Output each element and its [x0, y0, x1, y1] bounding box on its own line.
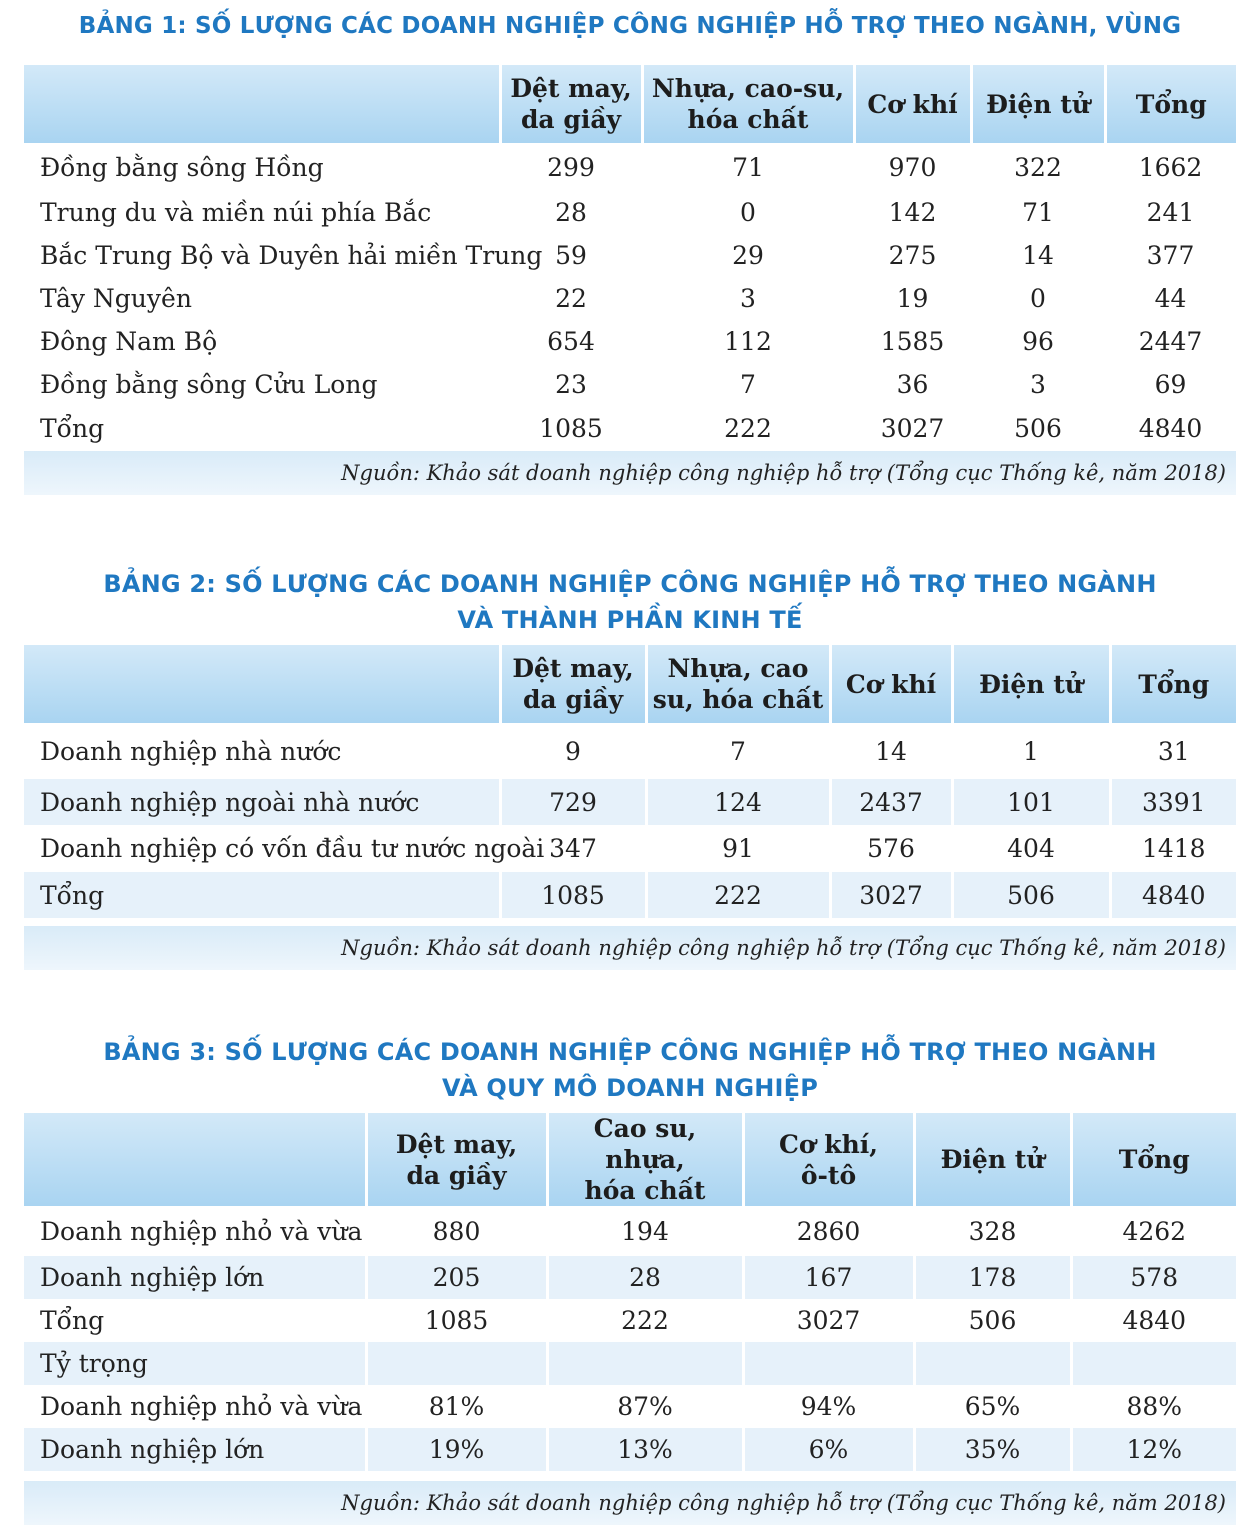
cell: 729 — [500, 779, 646, 825]
table1-header-dien-tu: Điện tử — [971, 65, 1105, 143]
table-row — [24, 1428, 1236, 1471]
table-row — [24, 143, 1236, 191]
table3-header-tong: Tổng — [1071, 1113, 1236, 1206]
cell: 506 — [952, 872, 1110, 918]
table1-header-row — [24, 65, 1236, 143]
cell: 1085 — [500, 872, 646, 918]
row-label: Doanh nghiệp nhà nước — [40, 736, 342, 766]
row-label: Doanh nghiệp lớn — [24, 1256, 366, 1299]
cell: 506 — [914, 1299, 1071, 1342]
cell: 1418 — [1110, 825, 1236, 872]
table2-header-nhua: Nhựa, cao su, hóa chất — [646, 645, 830, 723]
row-label: Doanh nghiệp nhỏ và vừa — [40, 1216, 363, 1246]
table-row — [24, 320, 1236, 363]
table3-header-blank — [24, 1113, 366, 1206]
cell — [547, 1342, 743, 1385]
table1-header-det-may: Dệt may, da giầy — [500, 65, 642, 143]
table2-grid — [24, 645, 1236, 918]
table1-header-tong: Tổng — [1105, 65, 1236, 143]
table-row — [24, 1385, 1236, 1428]
row-label: Doanh nghiệp nhỏ và vừa — [40, 1392, 363, 1421]
table1-block — [24, 6, 1236, 46]
cell: 7 — [740, 370, 756, 399]
table-row — [24, 779, 1236, 825]
cell — [1071, 1342, 1236, 1385]
cell: 1 — [952, 723, 1110, 779]
table3-header-dien-tu: Điện tử — [914, 1113, 1071, 1206]
cell: 3391 — [1110, 779, 1236, 825]
table2-header-tong: Tổng — [1110, 645, 1236, 723]
cell: 59 — [555, 241, 587, 270]
table-row — [24, 234, 1236, 277]
cell: 3 — [740, 284, 756, 313]
cell: 506 — [1014, 414, 1062, 443]
table-row-total — [24, 1299, 1236, 1342]
table2-title-line1: BẢNG 2: SỐ LƯỢNG CÁC DOANH NGHIỆP CÔNG NGHIỆP HỖ TRỢ THEO NGÀNH — [103, 570, 1157, 598]
table3-block — [24, 1034, 1236, 1106]
cell: 205 — [366, 1256, 547, 1299]
cell: 222 — [724, 414, 772, 443]
cell: 178 — [914, 1256, 1071, 1299]
table-row — [24, 277, 1236, 320]
cell: 322 — [1014, 152, 1062, 182]
table1-source: Nguồn: Khảo sát doanh nghiệp công nghiệp hỗ trợ (Tổng cục Thống kê, năm 2018) — [24, 451, 1236, 495]
cell: 91 — [646, 825, 830, 872]
cell: 3 — [1030, 370, 1046, 399]
cell: 576 — [830, 825, 952, 872]
cell: 9 — [500, 723, 646, 779]
table-row-total — [24, 406, 1236, 451]
cell: 2437 — [830, 779, 952, 825]
row-label: Tổng — [40, 1306, 105, 1335]
cell: 36 — [896, 370, 929, 399]
cell: 654 — [547, 327, 595, 356]
cell: 222 — [547, 1299, 743, 1342]
cell: 347 — [500, 825, 646, 872]
table2-block — [24, 566, 1236, 638]
cell: 101 — [952, 779, 1110, 825]
row-label: Đông Nam Bộ — [40, 327, 218, 356]
cell: 1085 — [539, 414, 603, 443]
row-label: Tổng — [40, 414, 105, 443]
table1-grid — [24, 65, 1236, 451]
cell: 4840 — [1110, 872, 1236, 918]
cell: 1085 — [366, 1299, 547, 1342]
table-row — [24, 1206, 1236, 1256]
table1-title: BẢNG 1: SỐ LƯỢNG CÁC DOANH NGHIỆP CÔNG NGHIỆP HỖ TRỢ THEO NGÀNH, VÙNG — [78, 13, 1182, 39]
cell: 31 — [1110, 723, 1236, 779]
cell: 880 — [366, 1206, 547, 1256]
row-label: Tây Nguyên — [40, 284, 192, 313]
cell: 1662 — [1138, 152, 1203, 182]
table1-header-co-khi: Cơ khí — [854, 65, 971, 143]
cell: 222 — [646, 872, 830, 918]
cell — [914, 1342, 1071, 1385]
cell: 65% — [914, 1385, 1071, 1428]
row-label: Đồng bằng sông Cửu Long — [40, 370, 378, 399]
table-row — [24, 723, 1236, 779]
cell: 2447 — [1138, 327, 1203, 356]
cell: 3027 — [830, 872, 952, 918]
table-row — [24, 1256, 1236, 1299]
cell: 970 — [888, 152, 937, 182]
cell: 13% — [547, 1428, 743, 1471]
cell: 35% — [914, 1428, 1071, 1471]
table-row — [24, 825, 1236, 872]
cell: 328 — [914, 1206, 1071, 1256]
cell: 3027 — [880, 414, 945, 443]
cell: 167 — [743, 1256, 914, 1299]
cell: 2860 — [743, 1206, 914, 1256]
row-label: Trung du và miền núi phía Bắc — [40, 198, 432, 227]
table2 — [24, 645, 1236, 970]
cell: 275 — [888, 241, 937, 270]
table2-header-co-khi: Cơ khí — [830, 645, 952, 723]
row-label: Bắc Trung Bộ và Duyên hải miền Trung — [40, 241, 543, 270]
cell: 4840 — [1138, 414, 1203, 443]
cell: 28 — [547, 1256, 743, 1299]
cell — [743, 1342, 914, 1385]
table1-header-blank — [24, 65, 500, 143]
cell: 71 — [732, 152, 764, 182]
row-label: Doanh nghiệp ngoài nhà nước — [24, 779, 500, 825]
row-label: Doanh nghiệp lớn — [24, 1428, 366, 1471]
table-row-total — [24, 872, 1236, 918]
table-row — [24, 363, 1236, 406]
cell: 0 — [740, 198, 756, 227]
cell: 4262 — [1071, 1206, 1236, 1256]
cell: 96 — [1022, 327, 1054, 356]
cell: 3027 — [743, 1299, 914, 1342]
row-label: Đồng bằng sông Hồng — [40, 152, 324, 182]
cell: 299 — [547, 152, 595, 182]
cell: 22 — [555, 284, 587, 313]
table2-title-line2: VÀ THÀNH PHẦN KINH TẾ — [457, 606, 803, 634]
table1-header-nhua: Nhựa, cao-su, hóa chất — [642, 65, 854, 143]
cell: 124 — [646, 779, 830, 825]
cell: 4840 — [1071, 1299, 1236, 1342]
table1 — [24, 65, 1236, 495]
row-label: Doanh nghiệp có vốn đầu tư nước ngoài — [40, 834, 545, 863]
table3-header-det-may: Dệt may, da giầy — [366, 1113, 547, 1206]
cell: 14 — [830, 723, 952, 779]
cell: 87% — [547, 1385, 743, 1428]
table3-header-cao-su: Cao su, nhựa, hóa chất — [547, 1113, 743, 1206]
cell: 69 — [1154, 370, 1187, 399]
table2-header-row — [24, 645, 1236, 723]
table3-title-line2: VÀ QUY MÔ DOANH NGHIỆP — [441, 1074, 819, 1102]
table3-source: Nguồn: Khảo sát doanh nghiệp công nghiệp hỗ trợ (Tổng cục Thống kê, năm 2018) — [24, 1481, 1236, 1525]
table3-title-line1: BẢNG 3: SỐ LƯỢNG CÁC DOANH NGHIỆP CÔNG NGHIỆP HỖ TRỢ THEO NGÀNH — [103, 1038, 1157, 1066]
cell — [366, 1342, 547, 1385]
table-row-ty-trong — [24, 1342, 1236, 1385]
table3 — [24, 1113, 1236, 1525]
table3-header-co-khi: Cơ khí, ô-tô — [743, 1113, 914, 1206]
cell: 81% — [366, 1385, 547, 1428]
cell: 19 — [896, 284, 929, 313]
cell: 19% — [366, 1428, 547, 1471]
cell: 23 — [555, 370, 587, 399]
cell: 71 — [1022, 198, 1054, 227]
table3-header-row — [24, 1113, 1236, 1206]
row-label: Tổng — [24, 872, 500, 918]
cell: 241 — [1146, 198, 1195, 227]
cell: 94% — [743, 1385, 914, 1428]
cell: 44 — [1154, 284, 1187, 313]
cell: 12% — [1071, 1428, 1236, 1471]
cell: 14 — [1022, 241, 1054, 270]
cell: 578 — [1071, 1256, 1236, 1299]
row-label: Tỷ trọng — [24, 1342, 366, 1385]
cell: 142 — [888, 198, 937, 227]
table2-header-blank — [24, 645, 500, 723]
cell: 404 — [952, 825, 1110, 872]
cell: 0 — [1030, 284, 1046, 313]
table3-grid — [24, 1113, 1236, 1471]
cell: 28 — [555, 198, 587, 227]
cell: 377 — [1146, 241, 1195, 270]
cell: 7 — [646, 723, 830, 779]
cell: 29 — [732, 241, 764, 270]
table2-source: Nguồn: Khảo sát doanh nghiệp công nghiệp hỗ trợ (Tổng cục Thống kê, năm 2018) — [24, 926, 1236, 970]
cell: 1585 — [880, 327, 945, 356]
cell: 6% — [743, 1428, 914, 1471]
table2-header-det-may: Dệt may, da giầy — [500, 645, 646, 723]
table2-header-dien-tu: Điện tử — [952, 645, 1110, 723]
cell: 194 — [547, 1206, 743, 1256]
table-row — [24, 191, 1236, 234]
cell: 88% — [1071, 1385, 1236, 1428]
cell: 112 — [724, 327, 772, 356]
